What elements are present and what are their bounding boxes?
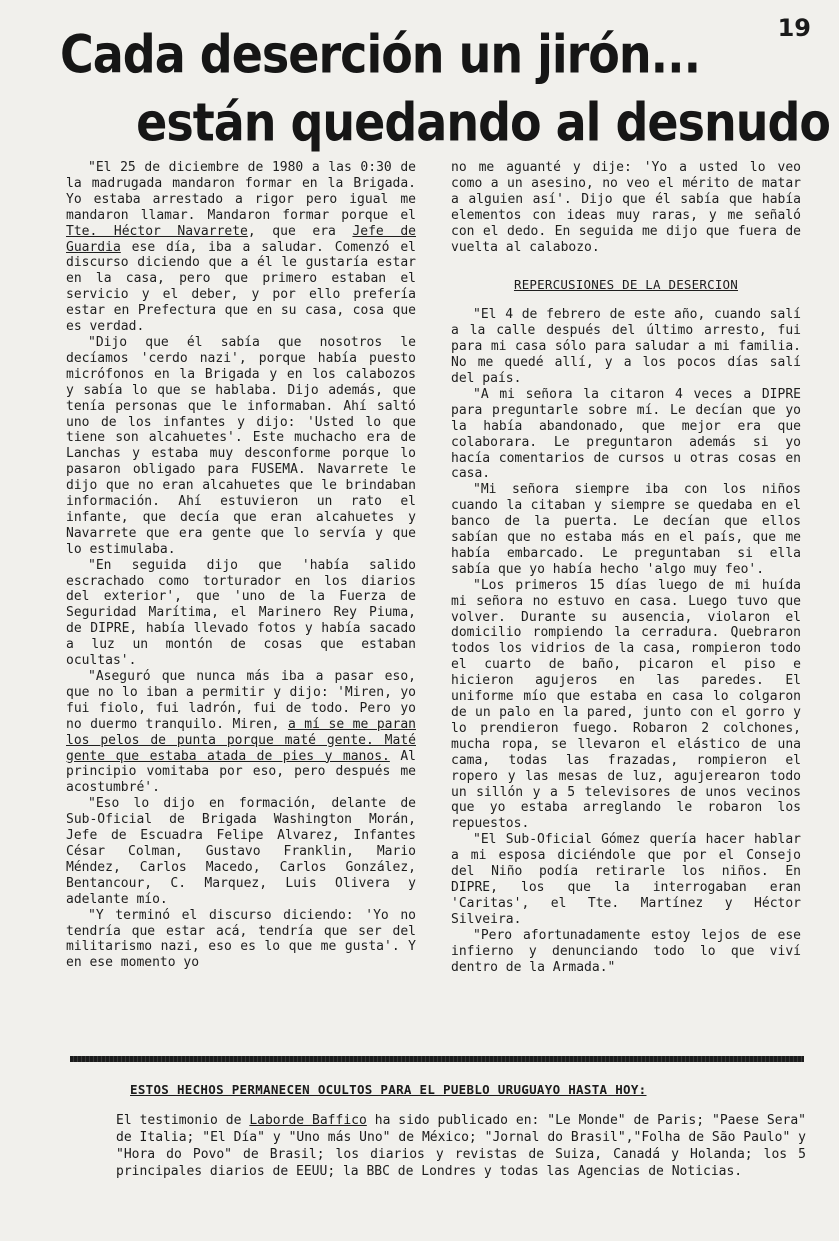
section-heading: REPERCUSIONES DE LA DESERCION [513, 277, 739, 293]
text-run: ha sido publicado en: "Le Monde" de Paris; "Paese Sera" de Italia; "El Día" y "Uno más Uno" de México; "Jornal do Brasil","Folha de São Paulo" y "Hora do Povo" de Brasil; los diarios y revistas de Suiza, Canadá y Holanda; los 5 principales diarios de EEUU; la BBC de Londres y todas las Agencias de Noticias. [116, 1113, 807, 1179]
footer-text [116, 1112, 806, 1180]
headline [60, 22, 830, 154]
underlined-name: Laborde Baffico [249, 1113, 367, 1128]
text-run: "El 25 de diciembre de 1980 a las 0:30 de la madrugada mandaron formar en la Brigada. Yo estaba arrestado a rigor pero igual me mandaron llamar. Mandaron formar porque el [66, 160, 416, 223]
paragraph-continued: no me aguanté y dije: 'Yo a usted lo veo como a un asesino, no veo el mérito de matar a alguien así'. Dijo que él sabía que había elementos con ideas muy raras, y me señaló con el dedo. En seguida me dijo que fuera de vuelta al calabozo. [451, 160, 801, 255]
page-number: 19 [777, 14, 811, 42]
footer-heading: ESTOS HECHOS PERMANECEN OCULTOS PARA EL PUEBLO URUGUAYO HASTA HOY: [130, 1082, 647, 1097]
underlined-name: Tte. Héctor Navarrete [66, 223, 248, 239]
left-column [66, 160, 416, 971]
right-column [451, 160, 801, 975]
paragraph: "El 4 de febrero de este año, cuando salí a la calle después del último arresto, fui para mi casa sólo para saludar a mi familia. No me quedé allí, y a los pocos días salí del país. [451, 307, 801, 386]
horizontal-rule [70, 1056, 804, 1062]
text-run: "Aseguró que nunca más iba a pasar eso, que no lo iban a permitir y dijo: 'Miren, yo fui fiolo, fui ladrón, fui de todo. Pero yo no duermo tranquilo. Miren, [66, 669, 416, 732]
paragraph: "Y terminó el discurso diciendo: 'Yo no tendría que estar acá, tendría que ser del militarismo nazi, eso es lo que me gusta'. Y en ese momento yo [66, 907, 416, 971]
paragraph [66, 160, 416, 335]
paragraph: "Los primeros 15 días luego de mi huída mi señora no estuvo en casa. Luego tuvo que volver. Durante su ausencia, violaron el domicilio rompiendo la cerradura. Quebraron todos los vidrios de la casa, rompieron todo el cuarto de baño, picaron el piso e hicieron agujeros en las paredes. El uniforme mío que estaba en casa lo colgaron de un palo en la pared, junto con el gorro y lo prendieron fuego. Robaron 2 colchones, mucha ropa, se llevaron el elástico de una cama, todas las frazadas, rompieron el ropero y las mesas de luz, agujerearon todo un sillón y a 5 televisores de unos vecinos que yo estaba arreglando le robaron los repuestos. [451, 577, 801, 832]
paragraph: "Dijo que él sabía que nosotros le decíamos 'cerdo nazi', porque había puesto micrófonos en la Brigada y en los calabozos y sabía lo que se hablaba. Dijo además, que tenía personas que le informaban. Ahí saltó uno de los infantes y dijo: 'Usted lo que tiene son alcahuetes'. Este muchacho era de Lanchas y estaba muy desconforme porque lo pasaron obligado para FUSEMA. Navarrete le dijo que no eran alcahuetes que le brindaban información. Ahí estuvieron un rato el infante, que decía que eran alcahuetes y Navarrete que era gente que lo servía y que lo estimulaba. [66, 334, 416, 557]
paragraph: "En seguida dijo que 'había salido escrachado como torturador en los diarios del exterior', que 'uno de la Fuerza de Seguridad Marítima, el Marinero Rey Piuma, de DIPRE, había llevado fotos y había sacado a luz un montón de cosas que estaban ocultas'. [66, 557, 416, 669]
article-body [66, 160, 811, 1040]
text-run: ese día, iba a saludar. Comenzó el discurso diciendo que a él le gustaría estar en la casa, pero que primero estaban el servicio y el deber, y por ello prefería estar en Prefectura que en su casa, cosa que es verdad. [66, 239, 416, 335]
headline-line-2: están quedando al desnudo [136, 91, 830, 154]
paragraph: "A mi señora la citaron 4 veces a DIPRE para preguntarle sobre mí. Le decían que yo la había abandonado, que mejor era que colaborara. Le preguntaron además si yo hacía comentarios de cursos u otras cosas en casa. [451, 386, 801, 482]
text-run: Al principio vomitaba por eso, pero después me acostumbré'. [66, 748, 416, 796]
paragraph: "Eso lo dijo en formación, delante de Sub-Oficial de Brigada Washington Morán, Jefe de Escuadra Felipe Alvarez, Infantes César Colman, Gustavo Franklin, Mario Méndez, Carlos Macedo, Carlos González, Bentancour, C. Marquez, Luis Olivera y adelante mío. [66, 796, 416, 907]
text-run: , que era [247, 223, 353, 239]
paragraph [66, 669, 416, 796]
underlined-quote: a mí se me paran los pelos de punta porque maté gente. Maté gente que estaba atada de pies y manos. [66, 716, 416, 764]
paragraph: "Mi señora siempre iba con los niños cuando la citaban y siempre se quedaba en el banco de la puerta. Le decían que ellos sabían que no estaba más en el país, que me había embarcado. Le preguntaban si ella sabía que yo había hecho 'algo muy feo'. [451, 482, 801, 577]
paragraph: "Pero afortunadamente estoy lejos de ese infierno y denunciando todo lo que viví dentro de la Armada." [451, 927, 801, 975]
underlined-title: Jefe de Guardia [66, 223, 416, 255]
headline-line-1: Cada deserción un jirón... [60, 23, 701, 86]
paragraph: "El Sub-Oficial Gómez quería hacer hablar a mi esposa diciéndole que por el Consejo del Niño podía retirarle los niños. En DIPRE, los que la interrogaban eran 'Caritas', el Tte. Martínez y Héctor Silveira. [451, 832, 801, 927]
text-run: El testimonio de [116, 1113, 250, 1128]
